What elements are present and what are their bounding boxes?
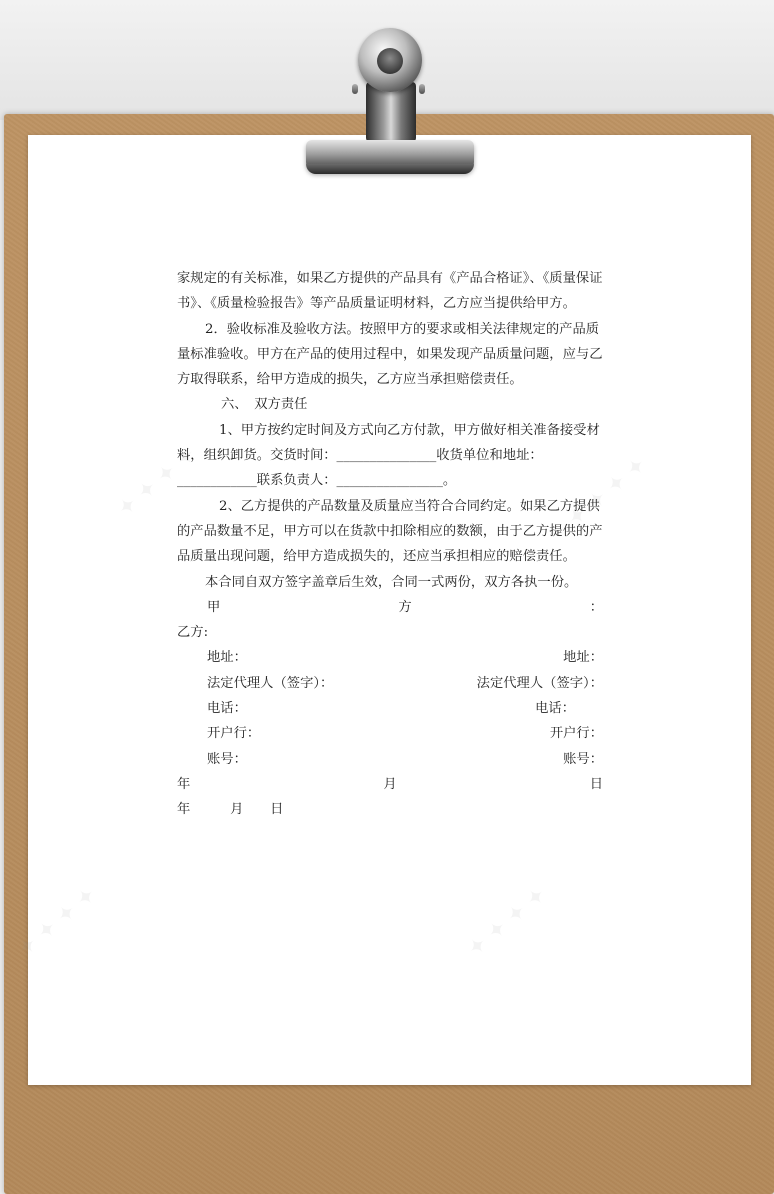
watermark: ✦ ✦ ✦ ✦ — [113, 442, 202, 523]
account-label-b: 账号： — [563, 751, 603, 767]
representative-row — [177, 671, 603, 696]
contract-text — [177, 266, 603, 823]
representative-label-b: 法定代理人（签字）： — [476, 675, 603, 691]
party-a-line — [177, 595, 603, 620]
date-year: 年 — [177, 776, 191, 792]
address-row — [177, 645, 603, 670]
account-label-a: 账号： — [207, 751, 247, 767]
watermark: ✦ ✦ ✦ ✦ — [463, 882, 552, 963]
phone-label-a: 电话： — [207, 701, 247, 717]
address-label-b: 地址： — [563, 650, 603, 666]
date-row-a — [177, 772, 603, 797]
address-label-a: 地址： — [207, 650, 247, 666]
party-b-label: 乙方: — [177, 625, 209, 641]
clip-pin — [352, 84, 358, 94]
bank-label-a: 开户行： — [207, 726, 261, 742]
watermark: ✦ ✦ ✦ ✦ — [13, 882, 102, 963]
section-heading: 六、 双方责任 — [221, 397, 308, 413]
date-line: 年 月 日 — [177, 802, 284, 818]
phone-row — [177, 696, 603, 721]
representative-label-a: 法定代理人（签字）： — [207, 675, 334, 691]
party-a-char: 甲 — [207, 599, 221, 615]
paragraph: 本合同自双方签字盖章后生效，合同一式两份，双方各执一份。 — [205, 574, 578, 590]
binder-clip-lip — [306, 164, 474, 174]
paragraph: 2、乙方提供的产品数量及质量应当符合合同约定。如果乙方提供的产品数量不足，甲方可以在货款中扣除相应的数额，由于乙方提供的产品质量出现问题，给甲方造成损失的，还应当承担相应的赔偿责任。 — [177, 498, 603, 565]
binder-clip-hole — [377, 48, 403, 74]
paragraph: 1、甲方按约定时间及方式向乙方付款，甲方做好相关准备接受材料，组织卸货。交货时间：_______________收货单位和地址：____________联系负责人：________________。 — [177, 422, 600, 489]
date-month: 月 — [383, 776, 397, 792]
party-b-line — [177, 620, 603, 645]
paragraph: 2．验收标准及验收方法。按照甲方的要求或相关法律规定的产品质量标准验收。甲方在产品的使用过程中，如果发现产品质量问题，应与乙方取得联系，给甲方造成的损失，乙方应当承担赔偿责任。 — [177, 321, 603, 388]
clip-pin — [419, 84, 425, 94]
date-row-b — [177, 797, 603, 822]
bank-label-b: 开户行： — [549, 726, 603, 742]
bank-row — [177, 721, 603, 746]
party-a-colon: ： — [589, 599, 603, 615]
party-a-char: 方 — [398, 599, 412, 615]
paragraph: 家规定的有关标准，如果乙方提供的产品具有《产品合格证》、《质量保证书》、《质量检验报告》等产品质量证明材料，乙方应当提供给甲方。 — [177, 271, 603, 312]
phone-label-b: 电话： — [535, 701, 575, 717]
watermark: ✦ ✦ ✦ ✦ — [563, 452, 652, 533]
account-row — [177, 747, 603, 772]
date-day: 日 — [589, 776, 603, 792]
